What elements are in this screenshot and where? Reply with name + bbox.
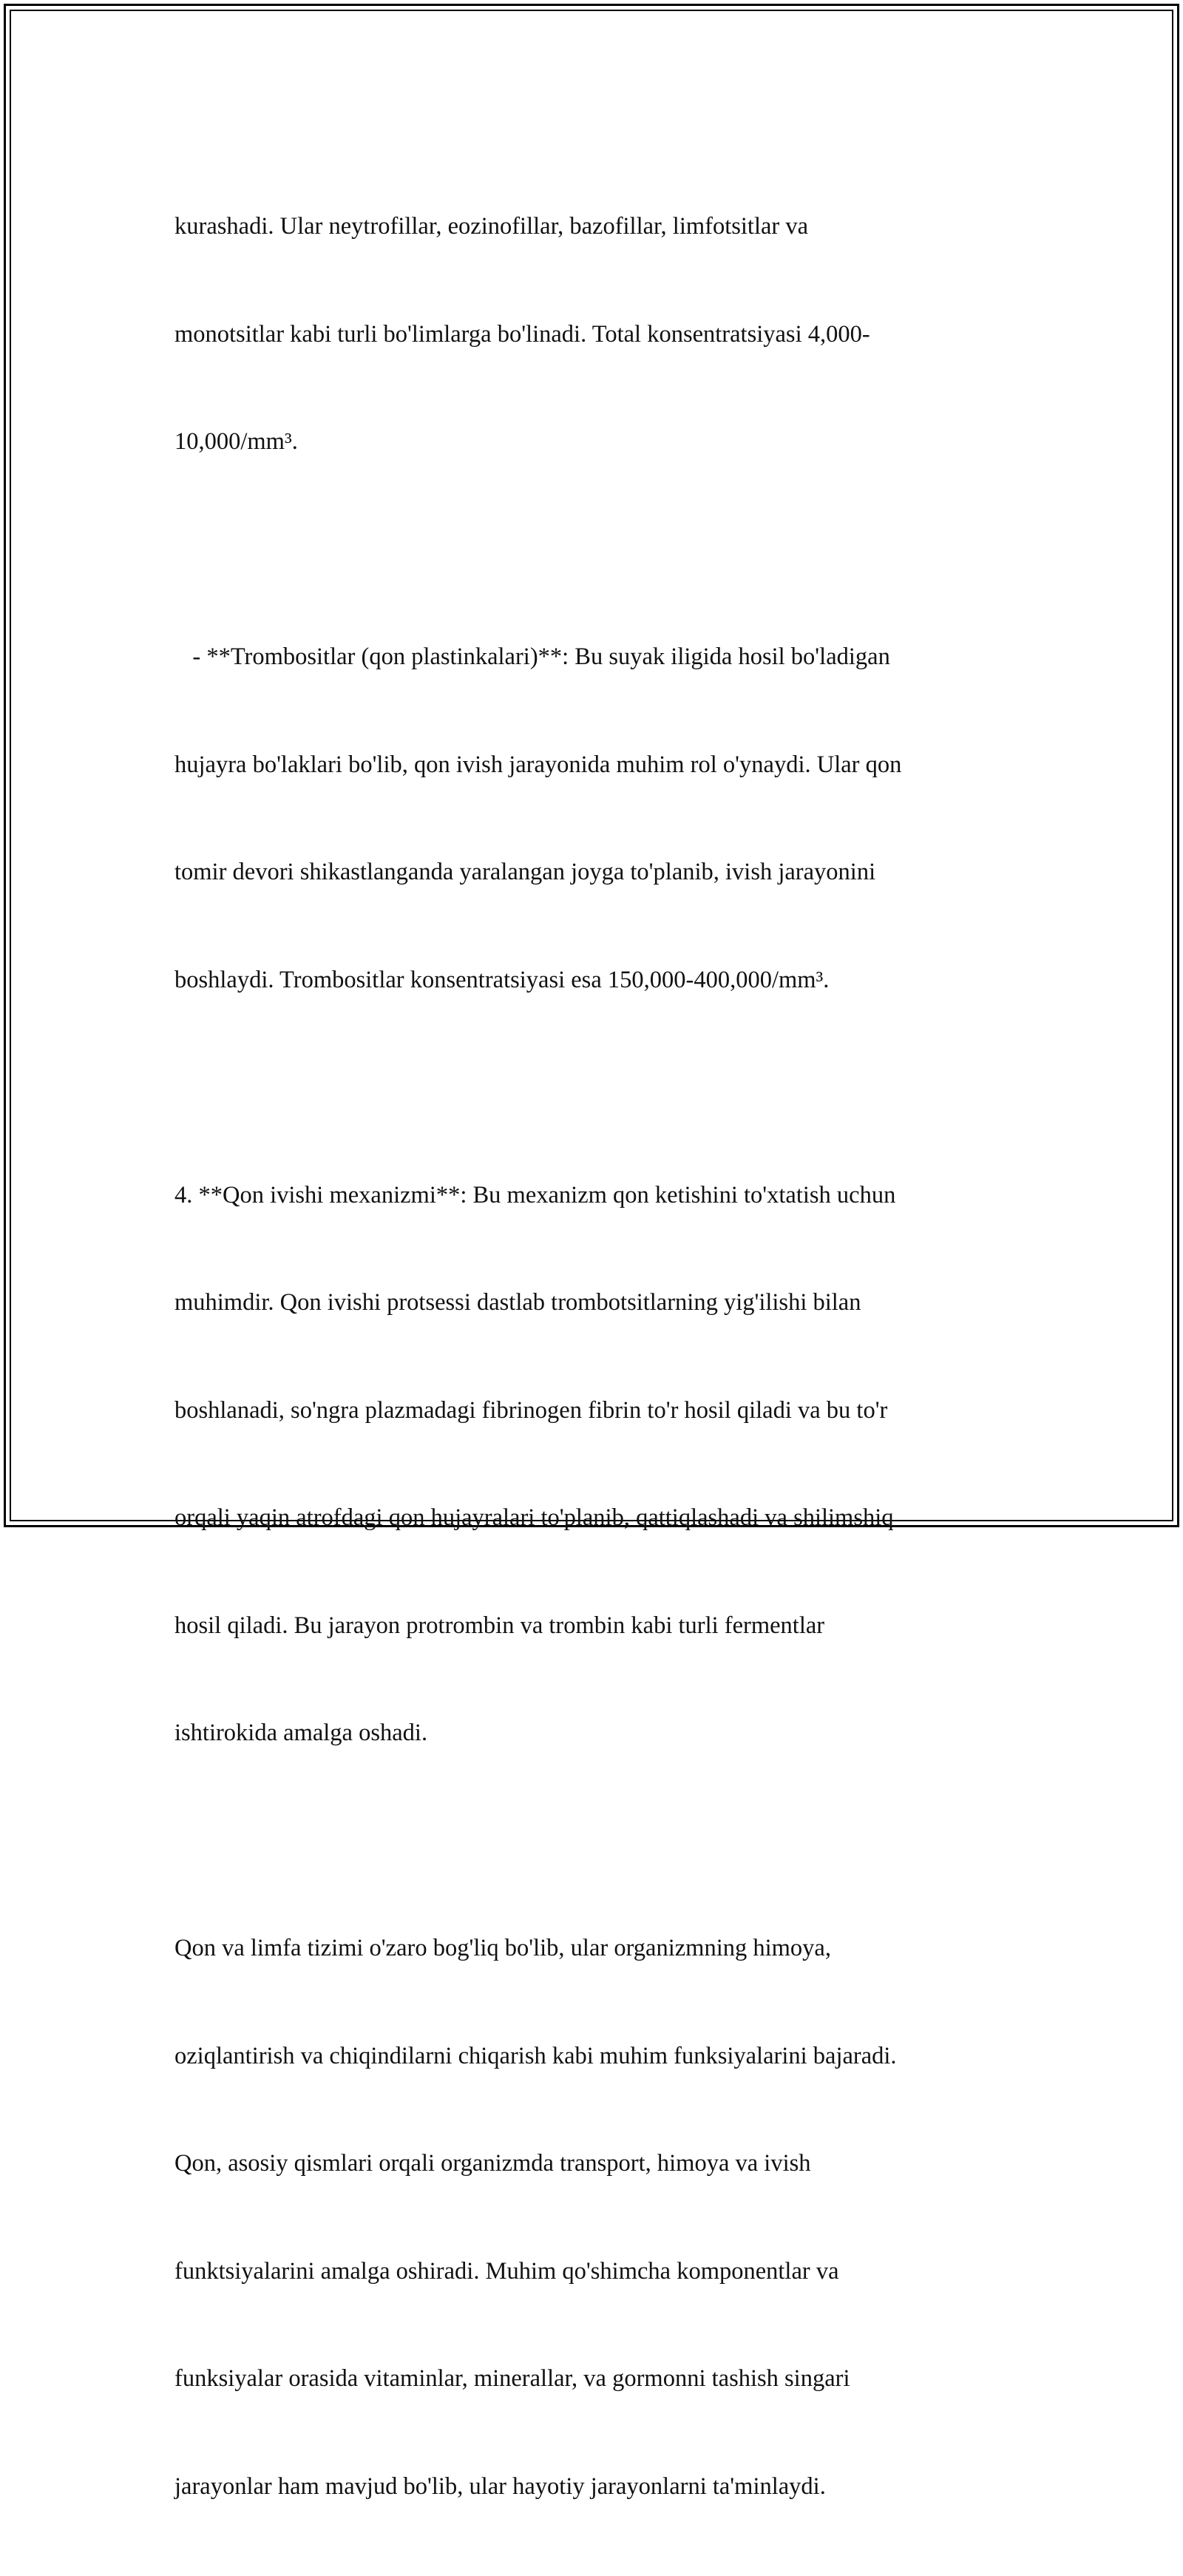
text-line: funksiyalar orasida vitaminlar, minerallar, va gormonni tashish singari [174,2365,850,2392]
paragraph-conclusion [174,1859,1010,2576]
text-line: 4. **Qon ivishi mexanizmi**: Bu mexanizm qon ketishini to'xtatish uchun [174,1181,896,1208]
text-line: hosil qiladi. Bu jarayon protrombin va trombin kabi turli fermentlar [174,1612,825,1639]
text-line: jarayonlar ham mavjud bo'lib, ular hayotiy jarayonlarni ta'minlaydi. [174,2472,826,2500]
paragraph-leukocytes [174,137,1010,532]
text-line: Qon, asosiy qismlari orqali organizmda transport, himoya va ivish [174,2150,811,2177]
text-line: boshlaydi. Trombositlar konsentratsiyasi esa 150,000-400,000/mm³. [174,966,830,993]
text-line: monotsitlar kabi turli bo'limlarga bo'linadi. Total konsentratsiyasi 4,000- [174,320,870,348]
text-line: kurashadi. Ular neytrofillar, eozinofillar, bazofillar, limfotsitlar va [174,213,809,240]
text-line: funktsiyalarini amalga oshiradi. Muhim qo'shimcha komponentlar va [174,2257,839,2285]
text-line: hujayra bo'laklari bo'lib, qon ivish jarayonida muhim rol o'ynaydi. Ular qon [174,751,902,778]
text-line: ishtirokida amalga oshadi. [174,1720,428,1746]
paragraph-blood-clotting [174,1106,1010,1823]
text-line: boshlanadi, so'ngra plazmadagi fibrinogen fibrin to'r hosil qiladi va bu to'r [174,1396,888,1424]
paragraph-thrombocytes [174,567,1010,1069]
text-line: oziqlantirish va chiqindilarni chiqarish kabi muhim funksiyalarini bajaradi. [174,2042,897,2069]
text-line: Qon va limfa tizimi o'zaro bog'liq bo'lib, ular organizmning himoya, [174,1935,831,1961]
text-line: muhimdir. Qon ivishi protsessi dastlab trombotsitlarning yig'ilishi bilan [174,1289,861,1316]
document-body [174,137,1010,2576]
text-line: orqali yaqin atrofdagi qon hujayralari to'planib, qattiqlashadi va shilimshiq [174,1504,894,1531]
text-line: 10,000/mm³. [174,428,298,455]
text-line: tomir devori shikastlanganda yaralangan joyga to'planib, ivish jarayonini [174,859,876,885]
text-line: - **Trombositlar (qon plastinkalari)**: Bu suyak iligida hosil bo'ladigan [174,643,890,670]
